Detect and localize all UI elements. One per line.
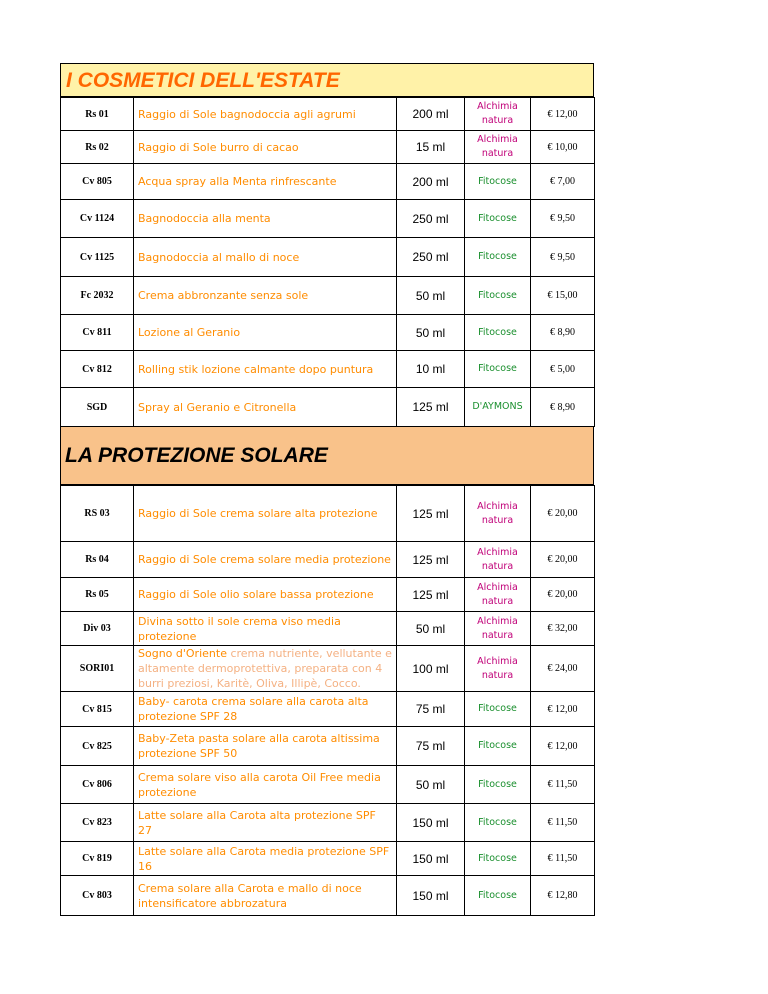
product-price: € 32,00 bbox=[531, 612, 595, 646]
product-price: € 24,00 bbox=[531, 646, 595, 692]
product-quantity: 125 ml bbox=[397, 542, 465, 578]
product-brand: Fitocose bbox=[465, 238, 531, 277]
product-brand: Alchimia natura bbox=[465, 542, 531, 578]
section-header-summer-cosmetics bbox=[60, 63, 594, 97]
table-row bbox=[61, 646, 595, 692]
table-row bbox=[61, 164, 595, 200]
product-code: Rs 02 bbox=[61, 131, 134, 164]
product-code: Cv 803 bbox=[61, 876, 134, 916]
product-price: € 8,90 bbox=[531, 315, 595, 351]
product-brand: Fitocose bbox=[465, 315, 531, 351]
product-brand: Alchimia natura bbox=[465, 612, 531, 646]
table-row bbox=[61, 351, 595, 388]
table-row bbox=[61, 842, 595, 876]
product-price: € 8,90 bbox=[531, 388, 595, 427]
price-list-sheet bbox=[60, 63, 594, 916]
product-brand: Alchimia natura bbox=[465, 98, 531, 131]
section-title: LA PROTEZIONE SOLARE bbox=[65, 444, 328, 467]
product-code: Cv 811 bbox=[61, 315, 134, 351]
product-name: Crema abbronzante senza sole bbox=[138, 289, 309, 302]
product-name-cell bbox=[134, 727, 397, 766]
product-price: € 10,00 bbox=[531, 131, 595, 164]
table-row bbox=[61, 277, 595, 315]
product-name: Rolling stik lozione calmante dopo puntura bbox=[138, 362, 374, 376]
product-quantity: 75 ml bbox=[397, 692, 465, 727]
product-quantity: 250 ml bbox=[397, 200, 465, 238]
product-quantity: 200 ml bbox=[397, 164, 465, 200]
product-brand: Alchimia natura bbox=[465, 131, 531, 164]
product-brand: Fitocose bbox=[465, 766, 531, 804]
product-brand: Fitocose bbox=[465, 804, 531, 842]
table-row bbox=[61, 200, 595, 238]
product-code: Cv 805 bbox=[61, 164, 134, 200]
product-name-cell bbox=[134, 766, 397, 804]
table-row bbox=[61, 727, 595, 766]
product-quantity: 15 ml bbox=[397, 131, 465, 164]
product-code: Rs 01 bbox=[61, 98, 134, 131]
product-code: SGD bbox=[61, 388, 134, 427]
product-code: Fc 2032 bbox=[61, 277, 134, 315]
product-name: Latte solare alla Carota alta protezione SPF 27 bbox=[138, 808, 376, 837]
product-name: Raggio di Sole crema solare alta protezione bbox=[138, 507, 378, 520]
product-quantity: 250 ml bbox=[397, 238, 465, 277]
product-brand: Fitocose bbox=[465, 351, 531, 388]
product-name: Raggio di Sole olio solare bassa protezione bbox=[138, 588, 374, 601]
product-quantity: 50 ml bbox=[397, 277, 465, 315]
product-name: Acqua spray alla Menta rinfrescante bbox=[138, 175, 337, 188]
product-brand: Alchimia natura bbox=[465, 578, 531, 612]
product-name: Bagnodoccia alla menta bbox=[138, 212, 271, 225]
product-name: Lozione al Geranio bbox=[138, 326, 241, 339]
product-name: Raggio di Sole crema solare media protezione bbox=[138, 553, 391, 566]
product-name-cell bbox=[134, 486, 397, 542]
product-quantity: 150 ml bbox=[397, 842, 465, 876]
section-title: I COSMETICI DELL'ESTATE bbox=[66, 69, 340, 92]
table-row bbox=[61, 315, 595, 351]
product-price: € 11,50 bbox=[531, 804, 595, 842]
product-price: € 20,00 bbox=[531, 542, 595, 578]
product-brand: Alchimia natura bbox=[465, 646, 531, 692]
product-name-cell bbox=[134, 238, 397, 277]
product-code: Cv 825 bbox=[61, 727, 134, 766]
product-name: Bagnodoccia al mallo di noce bbox=[138, 250, 300, 264]
table-row bbox=[61, 238, 595, 277]
product-brand: Fitocose bbox=[465, 200, 531, 238]
product-quantity: 50 ml bbox=[397, 315, 465, 351]
product-brand: Fitocose bbox=[465, 876, 531, 916]
product-quantity: 10 ml bbox=[397, 351, 465, 388]
product-name-cell bbox=[134, 578, 397, 612]
product-quantity: 150 ml bbox=[397, 876, 465, 916]
product-price: € 12,80 bbox=[531, 876, 595, 916]
table-row bbox=[61, 486, 595, 542]
table-row bbox=[61, 876, 595, 916]
product-name: Baby-Zeta pasta solare alla carota altissima protezione SPF 50 bbox=[138, 732, 380, 760]
product-name: Latte solare alla Carota media protezione SPF 16 bbox=[138, 844, 390, 873]
product-quantity: 75 ml bbox=[397, 727, 465, 766]
product-name: Baby- carota crema solare alla carota alta protezione SPF 28 bbox=[138, 695, 369, 723]
product-code: SORI01 bbox=[61, 646, 134, 692]
product-name: Crema solare alla Carota e mallo di noce intensificatore abbrozatura bbox=[138, 881, 362, 910]
product-name-cell bbox=[134, 804, 397, 842]
product-brand: Fitocose bbox=[465, 164, 531, 200]
product-brand: Fitocose bbox=[465, 692, 531, 727]
product-name-cell bbox=[134, 842, 397, 876]
product-name-cell bbox=[134, 351, 397, 388]
product-code: Cv 1124 bbox=[61, 200, 134, 238]
product-name-cell bbox=[134, 200, 397, 238]
table-row bbox=[61, 98, 595, 131]
product-code: Rs 05 bbox=[61, 578, 134, 612]
table-row bbox=[61, 578, 595, 612]
summer-cosmetics-table bbox=[60, 97, 595, 427]
product-code: Div 03 bbox=[61, 612, 134, 646]
product-code: Rs 04 bbox=[61, 542, 134, 578]
product-price: € 12,00 bbox=[531, 98, 595, 131]
product-price: € 5,00 bbox=[531, 351, 595, 388]
product-quantity: 125 ml bbox=[397, 388, 465, 427]
product-quantity: 125 ml bbox=[397, 486, 465, 542]
product-name-cell bbox=[134, 542, 397, 578]
product-quantity: 200 ml bbox=[397, 98, 465, 131]
product-code: Cv 812 bbox=[61, 351, 134, 388]
product-name-cell bbox=[134, 876, 397, 916]
product-description: crema nutriente, vellutante e altamente dermoprotettiva, preparata con 4 burri preziosi, Karitè, Oliva, Illipè, Cocco. bbox=[138, 647, 392, 690]
product-name-cell bbox=[134, 131, 397, 164]
product-code: Cv 806 bbox=[61, 766, 134, 804]
product-code: Cv 815 bbox=[61, 692, 134, 727]
product-price: € 9,50 bbox=[531, 238, 595, 277]
section-header-sun-protection bbox=[60, 427, 594, 485]
product-price: € 11,50 bbox=[531, 766, 595, 804]
product-price: € 12,00 bbox=[531, 692, 595, 727]
product-brand: Fitocose bbox=[465, 842, 531, 876]
product-code: RS 03 bbox=[61, 486, 134, 542]
product-name: Spray al Geranio e Citronella bbox=[138, 400, 297, 414]
table-row bbox=[61, 692, 595, 727]
product-price: € 11,50 bbox=[531, 842, 595, 876]
sun-protection-table bbox=[60, 485, 595, 916]
table-row bbox=[61, 612, 595, 646]
product-quantity: 150 ml bbox=[397, 804, 465, 842]
table-row bbox=[61, 804, 595, 842]
table-row bbox=[61, 388, 595, 427]
product-name: Sogno d'Oriente bbox=[138, 647, 227, 660]
product-name-cell bbox=[134, 315, 397, 351]
product-price: € 20,00 bbox=[531, 578, 595, 612]
product-brand: Fitocose bbox=[465, 277, 531, 315]
product-price: € 12,00 bbox=[531, 727, 595, 766]
product-name-cell bbox=[134, 612, 397, 646]
product-brand: Alchimia natura bbox=[465, 486, 531, 542]
product-name-cell bbox=[134, 646, 397, 692]
product-quantity: 100 ml bbox=[397, 646, 465, 692]
product-name: Raggio di Sole burro di cacao bbox=[138, 140, 299, 154]
product-price: € 15,00 bbox=[531, 277, 595, 315]
table-row bbox=[61, 766, 595, 804]
product-name: Divina sotto il sole crema viso media protezione bbox=[138, 614, 341, 643]
product-price: € 20,00 bbox=[531, 486, 595, 542]
product-name-cell bbox=[134, 164, 397, 200]
product-name: Raggio di Sole bagnodoccia agli agrumi bbox=[138, 107, 356, 121]
product-code: Cv 823 bbox=[61, 804, 134, 842]
product-code: Cv 1125 bbox=[61, 238, 134, 277]
product-name: Crema solare viso alla carota Oil Free media protezione bbox=[138, 770, 381, 799]
product-quantity: 125 ml bbox=[397, 578, 465, 612]
product-quantity: 50 ml bbox=[397, 612, 465, 646]
product-name-cell bbox=[134, 277, 397, 315]
table-row bbox=[61, 131, 595, 164]
product-quantity: 50 ml bbox=[397, 766, 465, 804]
table-row bbox=[61, 542, 595, 578]
product-name-cell bbox=[134, 388, 397, 427]
product-code: Cv 819 bbox=[61, 842, 134, 876]
product-price: € 7,00 bbox=[531, 164, 595, 200]
product-brand: D'AYMONS bbox=[465, 388, 531, 427]
product-name-cell bbox=[134, 692, 397, 727]
product-name-cell bbox=[134, 98, 397, 131]
product-brand: Fitocose bbox=[465, 727, 531, 766]
product-price: € 9,50 bbox=[531, 200, 595, 238]
